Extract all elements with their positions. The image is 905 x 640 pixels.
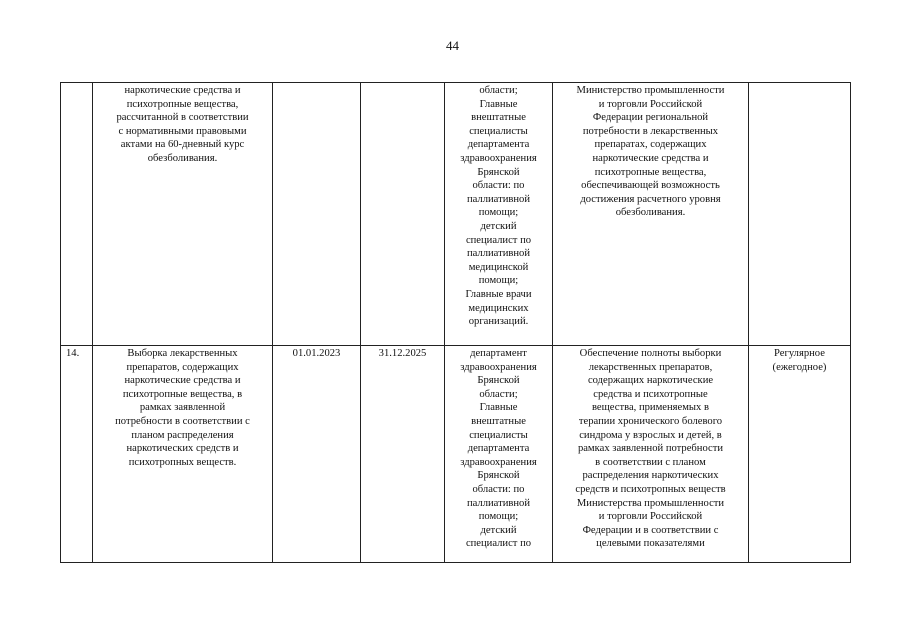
start-date-cell: 01.01.2023 [273,346,361,563]
frequency-cell [749,83,851,346]
responsible-line: Главные врачи [465,288,532,300]
frequency-cell [749,346,851,563]
task-line: планом распределения [131,429,234,441]
table-row [61,83,851,346]
task-cell [93,83,273,346]
responsible-line: специалисты [469,125,528,137]
responsible-line: специалист по [465,234,532,246]
result-line: и торговли Российской [598,511,703,523]
table-row [61,346,851,563]
responsible-line: внештатные [471,112,526,124]
start-date-cell [273,83,361,346]
result-line: вещества, применяемых в [591,402,709,414]
responsible-cell [445,83,553,346]
responsible-line: организаций. [468,316,529,328]
responsible-line: департамента [467,443,530,455]
result-line: обезболивания. [615,207,686,219]
responsible-line: медицинских [468,302,529,314]
responsible-line: внештатные [471,415,526,427]
responsible-line: Главные [479,98,518,110]
result-line: рамках заявленной потребности [577,443,724,455]
task-line: наркотических средств и [126,443,239,455]
responsible-line: Брянской [477,166,520,178]
result-line: средства и психотропные [593,388,708,400]
responsible-line: детский [480,220,517,232]
responsible-line: паллиативной [466,193,531,205]
task-line: психотропные вещества, [126,98,239,110]
responsible-line: Главные [479,402,518,414]
task-line: обезболивания. [147,152,218,164]
frequency-line: (ежегодное) [772,361,827,373]
result-line: содержащих наркотические [587,375,714,387]
page-number: 44 [446,38,459,53]
responsible-line: Брянской [477,470,520,482]
responsible-line: здравоохранения [460,361,537,373]
result-line: целевыми показателями [596,538,705,550]
result-cell [553,346,749,563]
responsible-line: детский [480,524,517,536]
task-line: психотропных веществ. [128,456,237,468]
result-line: Федерации региональной [592,112,709,124]
result-line: Министерство промышленности [576,85,725,96]
result-line: и торговли Российской [598,98,703,110]
responsible-line: области; [479,85,518,96]
result-line: препаратах, содержащих [594,139,707,151]
result-line: обеспечивающей возможность [581,180,720,192]
result-line: средств и психотропных веществ [575,483,726,495]
plan-table [60,82,851,563]
responsible-line: области: по [472,483,525,495]
frequency-line: Регулярное [774,348,825,359]
task-line: препаратов, содержащих [126,361,239,373]
task-line: наркотические средства и [124,375,241,387]
result-line: Обеспечение полноты выборки [579,348,722,359]
task-line: Выборка лекарственных [127,348,238,359]
responsible-line: Брянской [477,375,520,387]
responsible-line: специалисты [469,429,528,441]
responsible-line: медицинской [468,261,529,273]
result-line: наркотические средства и [592,152,709,164]
task-line: с нормативными правовыми [118,125,247,137]
task-line: психотропные вещества, в [122,388,243,400]
result-line: Федерации и в соответствии с [582,524,719,536]
result-line: терапии хронического болевого [578,415,723,427]
responsible-line: здравоохранения [460,456,537,468]
responsible-line: помощи; [478,511,519,523]
task-line: наркотические средства и [124,85,241,96]
result-line: психотропные вещества, [594,166,707,178]
responsible-line: здравоохранения [460,152,537,164]
responsible-line: департамента [467,139,530,151]
task-line: актами на 60-дневный курс [120,139,245,151]
result-cell [553,83,749,346]
responsible-line: помощи; [478,207,519,219]
end-date-cell: 31.12.2025 [361,346,445,563]
result-line: потребности в лекарственных [582,125,719,137]
responsible-line: паллиативной [466,248,531,260]
end-date-cell [361,83,445,346]
responsible-line: области; [479,388,518,400]
responsible-line: паллиативной [466,497,531,509]
row-number-cell: 14. [61,346,93,563]
task-cell [93,346,273,563]
result-line: в соответствии с планом [595,456,706,468]
responsible-line: специалист по [465,538,532,550]
responsible-cell [445,346,553,563]
task-line: потребности в соответствии с [115,415,250,427]
responsible-line: области: по [472,180,525,192]
responsible-line: департамент [470,348,527,359]
result-line: распределения наркотических [582,470,719,482]
task-line: рамках заявленной [139,402,226,414]
result-line: синдрома у взрослых и детей, в [579,429,722,441]
result-line: лекарственных препаратов, [588,361,713,373]
result-line: достижения расчетного уровня [580,193,721,205]
row-number-cell [61,83,93,346]
result-line: Министерства промышленности [576,497,725,509]
responsible-line: помощи; [478,275,519,287]
task-line: рассчитанной в соответствии [116,112,249,124]
